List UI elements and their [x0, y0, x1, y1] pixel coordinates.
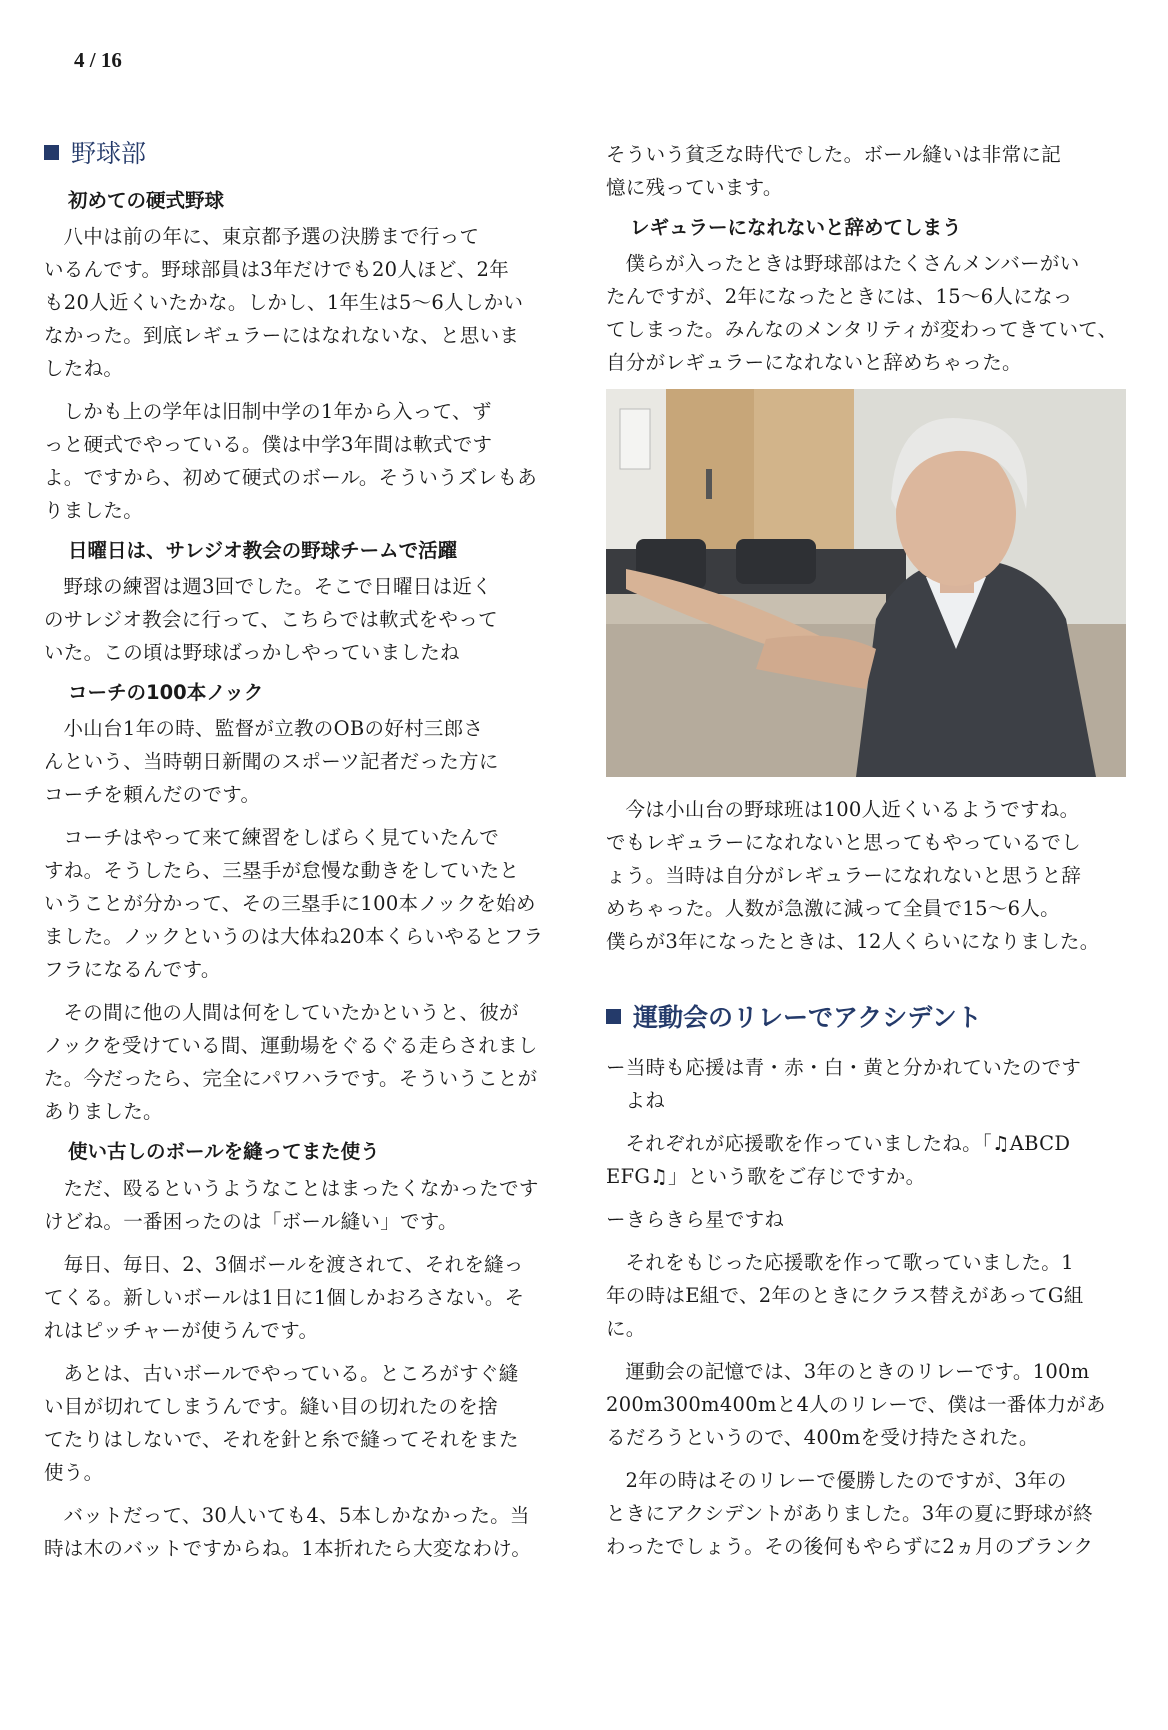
subheading: コーチの100本ノック: [68, 681, 264, 705]
subheading: レギュラーになれないと辞めてしまう: [630, 216, 962, 239]
paragraph: それぞれが応援歌を作っていましたね。「♫ABCD EFG♫」という歌をご存じですか。: [606, 1131, 1071, 1188]
paragraph: バットだって、30人いても4、5本しかなかった。当 時は木のバットですからね。1本折れたら大変なわけ。: [44, 1503, 532, 1560]
section-title-text: 野球部: [71, 139, 147, 168]
paragraph: 僕らが入ったときは野球部はたくさんメンバーがい たんですが、2年になったときには、15〜6人になっ てしまった。みんなのメンタリティが変わってきていて、 自分がレギュラーになれないと辞めちゃった。: [606, 252, 1118, 375]
paragraph: 野球の練習は週3回でした。そこで日曜日は近く のサレジオ教会に行って、こちらでは軟式をやって いた。この頃は野球ばっかしやっていましたね: [44, 575, 498, 665]
page-number: 4 / 16: [74, 48, 122, 72]
section-title-baseball: [44, 138, 560, 171]
right-column: [606, 138, 1128, 1573]
paragraph: 八中は前の年に、東京都予選の決勝まで行って いるんです。野球部員は3年だけでも20人ほど、2年 も20人近くいたかな。しかし、1年生は5〜6人しかい なかった。到底レギュラーにはなれないな、と思いま したね。: [44, 224, 524, 380]
square-bullet-icon: [44, 145, 59, 160]
square-bullet-icon: [606, 1009, 621, 1024]
paragraph: コーチはやって来て練習をしばらく見ていたんで すね。そうしたら、三塁手が怠慢な動きをしていたと いうことが分かって、その三塁手に100本ノックを始め ました。ノックというのは大体ね20本くらいやるとフラ フラになるんです。: [44, 826, 544, 982]
subheading: 使い古しのボールを縫ってまた使う: [68, 1140, 380, 1164]
interview-photo: [606, 389, 1126, 777]
paragraph: そういう貧乏な時代でした。ボール縫いは非常に記 憶に残っています。: [606, 143, 1062, 199]
dash-mark: ー: [606, 1055, 626, 1079]
paragraph: その間に他の人間は何をしていたかというと、彼が ノックを受けている間、運動場をぐるぐる走らされまし た。今だったら、完全にパワハラです。そういうことが ありました。: [44, 1001, 538, 1124]
interview-photo-illustration: [606, 389, 1126, 777]
paragraph: しかも上の学年は旧制中学の1年から入って、ず っと硬式でやっている。僕は中学3年間は軟式です よ。ですから、初めて硬式のボール。そういうズレもあ りました。: [44, 399, 538, 522]
interviewer-question: [606, 1203, 1128, 1236]
paragraph: それをもじった応援歌を作って歌っていました。1 年の時はE組で、2年のときにクラス替えがあってG組 に。: [606, 1250, 1084, 1340]
section-title-relay: [606, 1002, 1128, 1035]
subheading: 日曜日は、サレジオ教会の野球チームで活躍: [68, 538, 458, 562]
dash-mark: ー: [606, 1207, 626, 1231]
paragraph: 2年の時はそのリレーで優勝したのですが、3年の ときにアクシデントがありました。3年の夏に野球が終 わったでしょう。その後何もやらずに2ヵ月のブランク: [606, 1468, 1094, 1558]
subheading: 初めての硬式野球: [68, 188, 225, 212]
paragraph: あとは、古いボールでやっている。ところがすぐ縫 い目が切れてしまうんです。縫い目の切れたのを捨 てたりはしないで、それを針と糸で縫ってそれをまた 使う。: [44, 1361, 519, 1484]
question-text: 当時も応援は青・赤・白・黄と分かれていたのです よね: [625, 1055, 1082, 1112]
section-title-text: 運動会のリレーでアクシデント: [633, 1003, 982, 1033]
question-text: きらきら星ですね: [625, 1207, 785, 1231]
paragraph: 毎日、毎日、2、3個ボールを渡されて、それを縫っ てくる。新しいボールは1日に1個しかおろさない。そ れはピッチャーが使うんです。: [44, 1252, 525, 1342]
paragraph: 小山台1年の時、監督が立教のOBの好村三郎さ んという、当時朝日新聞のスポーツ記者だった方に コーチを頼んだのです。: [44, 717, 499, 807]
paragraph: 今は小山台の野球班は100人近くいるようですね。 でもレギュラーになれないと思ってもやっているでし ょう。当時は自分がレギュラーになれないと思うと辞 めちゃった。人数が急激に減って全員で15〜6人。 僕らが3年になったときは、12人くらいになりました。: [606, 798, 1100, 954]
left-column: [44, 138, 560, 1575]
paragraph: ただ、殴るというようなことはまったくなかったです けどね。一番困ったのは「ボール縫い」です。: [44, 1176, 539, 1233]
interviewer-question: [606, 1051, 1128, 1117]
paragraph: 運動会の記憶では、3年のときのリレーです。100m 200m300m400mと4人のリレーで、僕は一番体力があ るだろうというので、400mを受け持たされた。: [606, 1359, 1106, 1449]
